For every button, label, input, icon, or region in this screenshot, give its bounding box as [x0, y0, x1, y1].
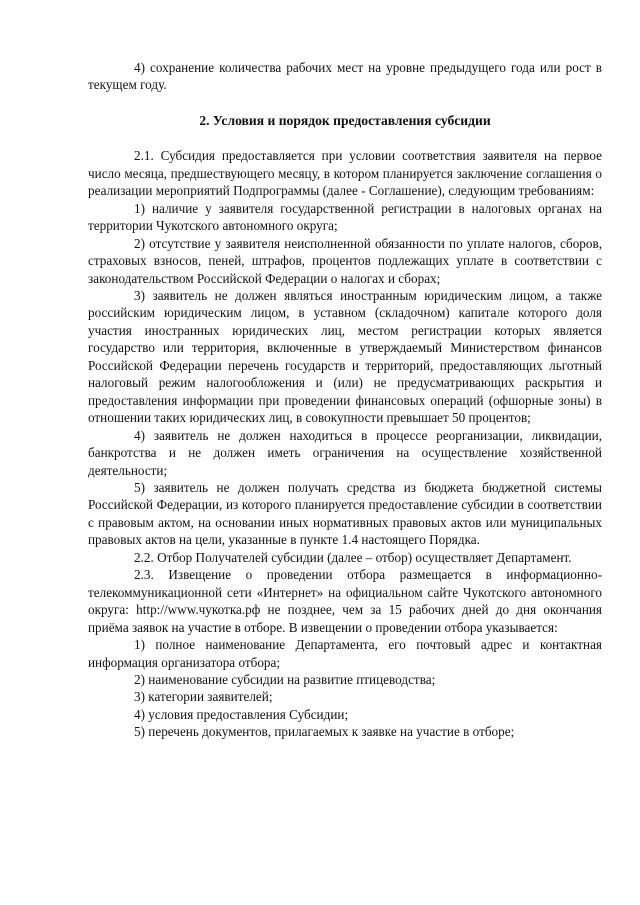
section-heading: 2. Условия и порядок предоставления субсидии — [199, 112, 491, 128]
paragraph-2-2: 2.2. Отбор Получателей субсидии (далее – отбор) осуществляет Департамент. — [134, 549, 572, 565]
paragraph-requirement-4: 4) заявитель не должен находиться в процессе реорганизации, ликвидации, банкротства и не должен иметь ограничения на осуществление хозяйственной деятельности; — [88, 427, 602, 478]
paragraph-notice-item-3: 3) категории заявителей; — [134, 689, 273, 705]
paragraph-notice-item-2: 2) наименование субсидии на развитие птицеводства; — [134, 671, 436, 687]
paragraph-notice-item-5: 5) перечень документов, прилагаемых к заявке на участие в отборе; — [134, 724, 515, 740]
paragraph-requirement-5: 5) заявитель не должен получать средства из бюджета бюджетной системы Российской Федерации, из которого планируется предоставление субсидии в соответствии с правовым актом, на основании иных нормативных правовых актов или муниципальных правовых актов на цели, указанные в пункте 1.4 настоящего Порядка. — [88, 479, 602, 548]
paragraph-2-3: 2.3. Извещение о проведении отбора размещается в информационно-телекоммуникационной сети «Интернет» на официальном сайте Чукотского автономного округа: http://www.чукотка.рф не позднее, чем за 15 рабочих дней до дня окончания приёма заявок на участие в отборе. В извещении о проведении отбора указывается: — [88, 567, 602, 635]
paragraph-notice-item-1: 1) полное наименование Департамента, его почтовый адрес и контактная информация организатора отбора; — [88, 637, 602, 670]
paragraph-notice-item-4: 4) условия предоставления Субсидии; — [134, 706, 349, 722]
paragraph-item-4-jobs: 4) сохранение количества рабочих мест на уровне предыдущего года или рост в текущем году. — [88, 60, 602, 93]
paragraph-2-1: 2.1. Субсидия предоставляется при условии соответствия заявителя на первое число месяца, предшествующего месяцу, в котором планируется заключение соглашения о реализации мероприятий Подпрограммы (далее - Соглашение), следующим требованиям: — [88, 148, 602, 199]
paragraph-requirement-3: 3) заявитель не должен являться иностранным юридическим лицом, а также российским юридическим лицом, в уставном (складочном) капитале которого доля участия иностранных юридических лиц, местом регистрации которых является государство или территория, включенные в утверждаемый Министерством финансов Российской Федерации перечень государств и территорий, предоставляющих льготный налоговый режим налогообложения и (или) не предусматривающих раскрытия и предоставления информации при проведении финансовых операций (офшорные зоны) в отношении таких юридических лиц, в совокупности превышает 50 процентов; — [88, 287, 602, 426]
document-page — [88, 59, 602, 741]
paragraph-requirement-1: 1) наличие у заявителя государственной регистрации в налоговых органах на территории Чукотского автономного округа; — [88, 200, 602, 234]
paragraph-requirement-2: 2) отсутствие у заявителя неисполненной обязанности по уплате налогов, сборов, страховых взносов, пеней, штрафов, процентов подлежащих уплате в соответствии с законодательством Российской Федерации о налогах и сборах; — [88, 235, 602, 286]
